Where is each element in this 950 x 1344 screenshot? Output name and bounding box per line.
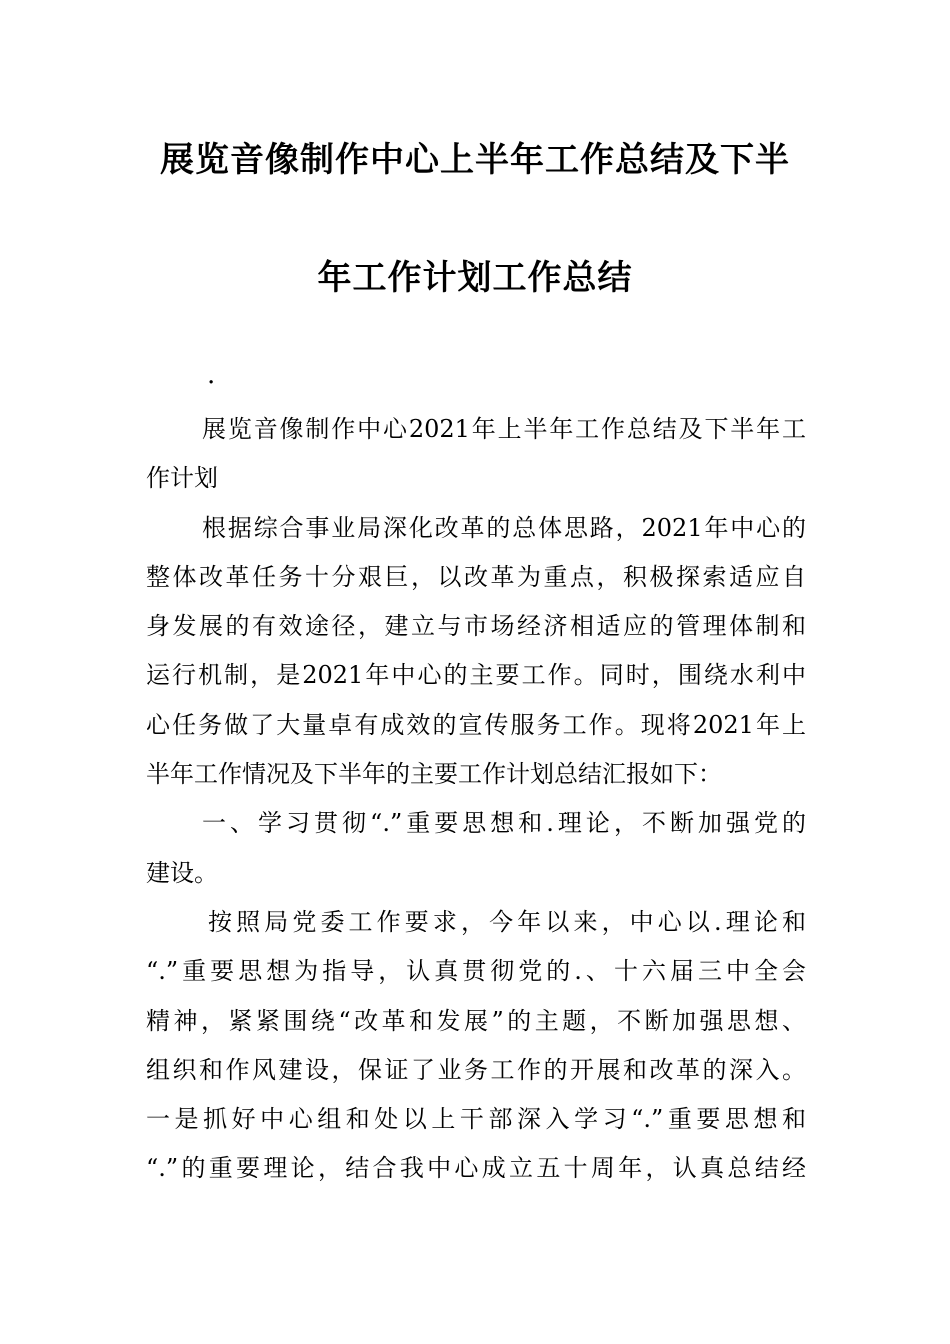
stray-dot: . <box>207 360 216 390</box>
body-text-line: 身发展的有效途径，建立与市场经济相适应的管理体制和 <box>146 612 806 641</box>
body-text-line: 根据综合事业局深化改革的总体思路，2021年中心的 <box>202 513 806 542</box>
body-text-line: 心任务做了大量卓有成效的宣传服务工作。现将2021年上 <box>146 710 806 739</box>
body-text-line: 运行机制，是2021年中心的主要工作。同时，围绕水利中 <box>146 661 806 690</box>
body-text-line: 作计划 <box>146 464 218 493</box>
body-text-line: 精神，紧紧围绕“改革和发展”的主题，不断加强思想、 <box>146 1006 806 1035</box>
document-body <box>146 405 806 1194</box>
body-text-line: 一是抓好中心组和处以上干部深入学习“.”重要思想和 <box>146 1105 806 1134</box>
body-text-line: 组织和作风建设，保证了业务工作的开展和改革的深入。 <box>146 1055 806 1084</box>
body-text-line: “.”的重要理论，结合我中心成立五十周年，认真总结经 <box>146 1154 806 1183</box>
body-text-line: 展览音像制作中心2021年上半年工作总结及下半年工 <box>202 415 806 443</box>
body-text-line: “.”重要思想为指导，认真贯彻党的.、十六届三中全会 <box>146 957 806 986</box>
body-text-line: 一、学习贯彻“.”重要思想和.理论，不断加强党的 <box>202 809 806 838</box>
body-text-line: 整体改革任务十分艰巨，以改革为重点，积极探索适应自 <box>146 562 806 591</box>
body-text-line: 按照局党委工作要求，今年以来，中心以.理论和 <box>208 907 806 936</box>
body-text-line: 半年工作情况及下半年的主要工作计划总结汇报如下： <box>146 760 722 789</box>
document-title-line-2: 年工作计划工作总结 <box>317 258 633 298</box>
document-title-line-1: 展览音像制作中心上半年工作总结及下半 <box>160 140 790 180</box>
body-text-line: 建设。 <box>146 858 218 887</box>
